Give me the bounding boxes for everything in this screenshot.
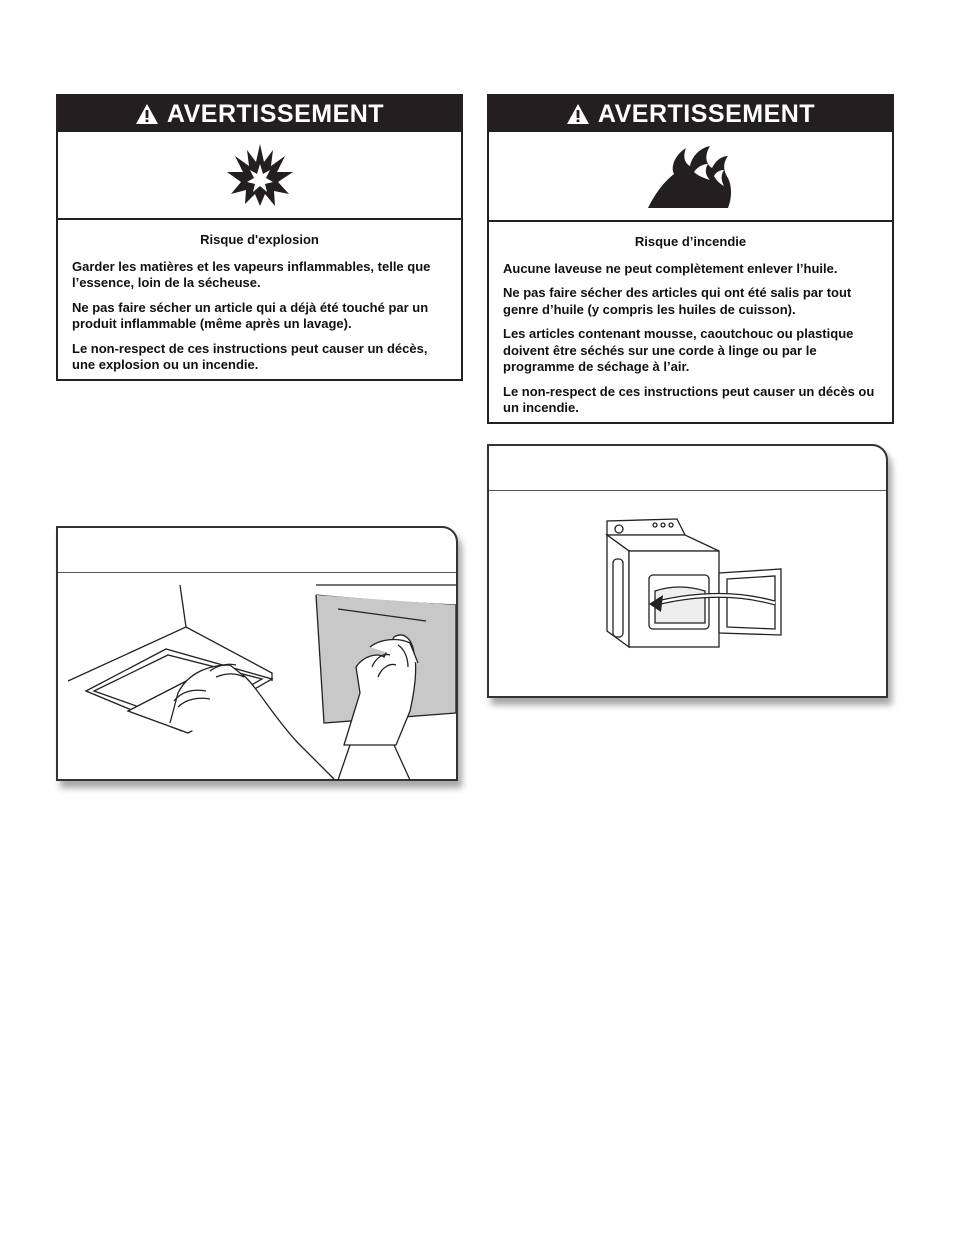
warning-paragraph: Aucune laveuse ne peut complètement enlever l’huile.	[503, 260, 838, 276]
fire-icon	[489, 132, 892, 222]
warning-header	[489, 96, 892, 132]
lint-illustration-panel	[56, 526, 458, 781]
warning-paragraph: Le non-respect de ces instructions peut causer un décès, une explosion ou un incendie.	[72, 340, 428, 372]
warning-header	[58, 96, 461, 132]
warning-triangle-icon	[566, 103, 590, 125]
explosion-icon	[58, 132, 461, 220]
panel-header	[58, 528, 456, 573]
warning-paragraph: Le non-respect de ces instructions peut causer un décès ou un incendie.	[503, 383, 875, 415]
warning-box-fire	[487, 94, 894, 424]
warning-header-text: AVERTISSEMENT	[597, 99, 816, 128]
warning-box-explosion	[56, 94, 463, 381]
dryer-illustration-panel	[487, 444, 888, 698]
warning-paragraph: Ne pas faire sécher un article qui a déjà été touché par un produit inflammable (même après un lavage).	[72, 299, 429, 331]
warning-triangle-icon	[135, 103, 159, 125]
warning-paragraph: Ne pas faire sécher des articles qui ont été salis par tout genre d’huile (y compris les huiles de cuisson).	[503, 285, 852, 317]
warning-header-text: AVERTISSEMENT	[166, 99, 385, 128]
warning-paragraph: Garder les matières et les vapeurs inflammables, telle que l’essence, loin de la sécheuse.	[72, 258, 431, 290]
panel-header	[489, 446, 886, 491]
lint-screen-cleaning-illustration	[58, 573, 456, 785]
warning-paragraph: Les articles contenant mousse, caoutchouc ou plastique doivent être séchés sur une corde à linge ou par le programme de séchage à l’air.	[503, 326, 854, 374]
risk-title: Risque d'explosion	[200, 232, 319, 247]
dryer-open-door-illustration	[489, 491, 886, 702]
risk-title: Risque d’incendie	[634, 234, 747, 249]
